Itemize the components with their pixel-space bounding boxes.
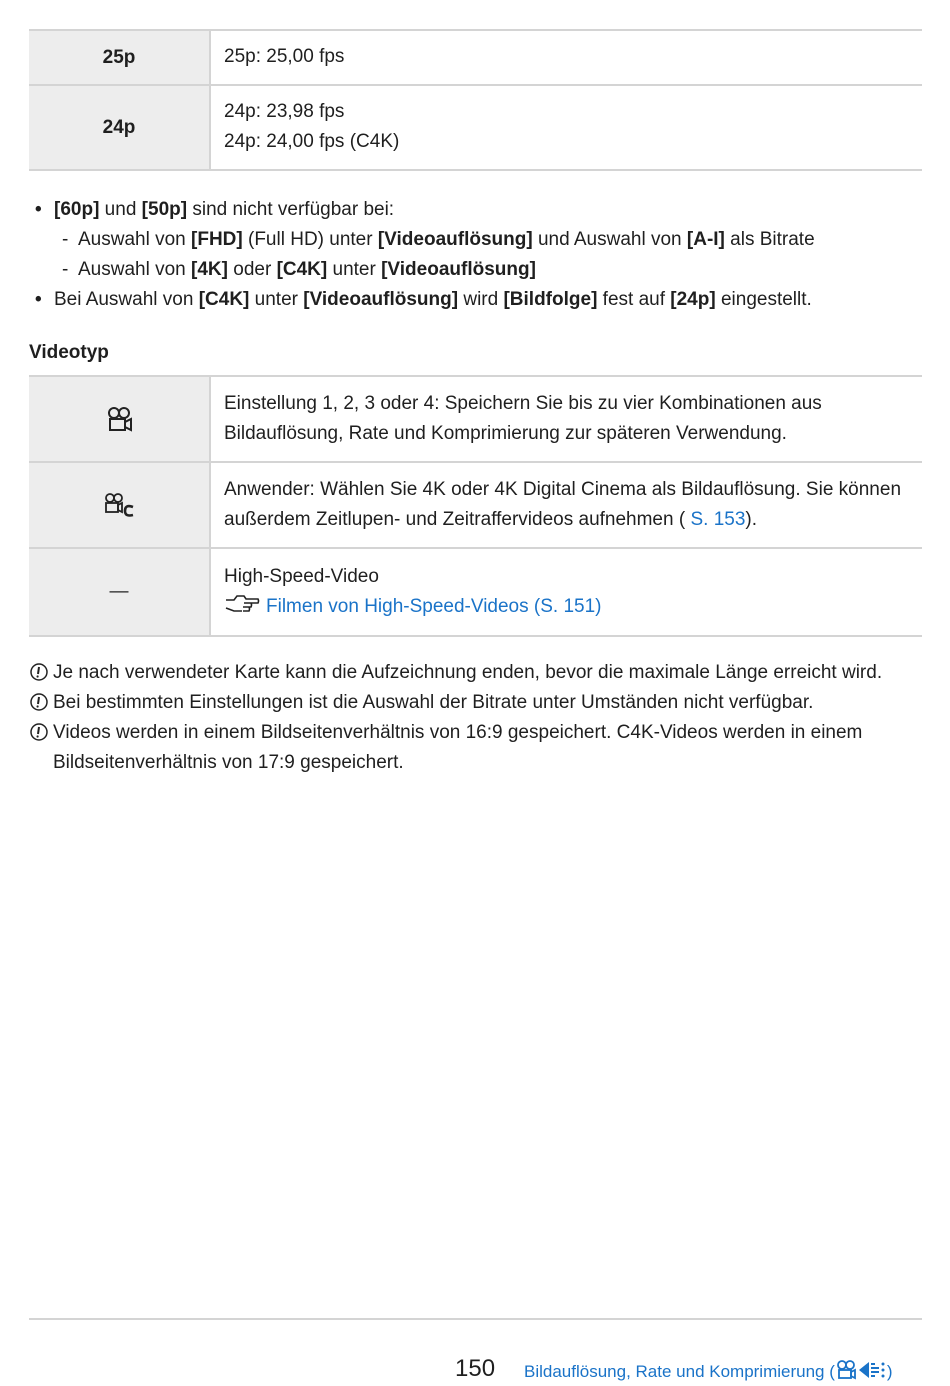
text: und — [99, 199, 142, 220]
movie-camera-icon — [835, 1360, 857, 1380]
movie-camera-c-icon — [103, 492, 135, 518]
value-line: Einstellung 1, 2, 3 oder 4: Speichern Sie bis zu vier Kombinationen aus — [224, 392, 822, 414]
resolution-icon — [857, 1360, 887, 1380]
menu-option: [60p] — [54, 199, 100, 220]
note-text: Je nach verwendeter Karte kann die Aufzeichnung enden, bevor die maximale Länge erreicht wird. — [53, 662, 883, 683]
notes-list — [29, 658, 922, 778]
value-line: 25p: 25,00 fps — [224, 46, 345, 67]
menu-option: [C4K] — [276, 259, 328, 280]
text: eingestellt. — [715, 289, 812, 310]
list-item — [29, 195, 922, 225]
value-line: High-Speed-Video — [224, 565, 379, 587]
row-value — [210, 548, 922, 636]
value-line: 24p: 23,98 fps — [224, 101, 345, 122]
pointing-hand-icon — [224, 594, 260, 614]
text: Auswahl von — [78, 229, 192, 250]
list-item — [29, 255, 922, 285]
section-title: Videotyp — [29, 342, 109, 363]
text: sind nicht verfügbar bei: — [187, 199, 395, 220]
table-row — [29, 85, 922, 170]
videotype-table — [29, 375, 922, 637]
menu-option: [24p] — [670, 289, 716, 310]
text: fest auf — [597, 289, 671, 310]
text: außerdem Zeitlupen- und Zeitraffervideos aufnehmen ( — [224, 508, 686, 530]
menu-option: [4K] — [191, 259, 228, 280]
footer-title-text: Bildauflösung, Rate und Komprimierung ( — [524, 1362, 835, 1381]
bullet-list — [29, 195, 922, 315]
caution-icon — [30, 693, 48, 711]
row-key — [29, 462, 210, 548]
list-item — [29, 688, 922, 718]
value-line: Bildauflösung, Rate und Komprimierung zur späteren Verwendung. — [224, 422, 787, 444]
text: und Auswahl von — [532, 229, 687, 250]
menu-option: [FHD] — [191, 229, 243, 250]
note-text: Bei bestimmten Einstellungen ist die Auswahl der Bitrate unter Umständen nicht verfügbar. — [53, 692, 814, 713]
dash-icon: - — [62, 229, 69, 250]
menu-option: [Videoauflösung] — [381, 259, 536, 280]
footer-divider — [29, 1318, 922, 1320]
row-value — [210, 462, 922, 548]
text: Auswahl von — [78, 259, 192, 280]
value-line — [224, 505, 910, 535]
row-key — [29, 376, 210, 462]
page-link[interactable]: Filmen von High-Speed-Videos (S. 151) — [266, 595, 602, 617]
table-row — [29, 462, 922, 548]
list-item — [29, 718, 922, 778]
text: wird — [458, 289, 504, 310]
list-item — [29, 658, 922, 688]
note-text: Videos werden in einem Bildseitenverhältnis von 16:9 gespeichert. C4K-Videos werden in einem Bildseitenverhältnis von 17:9 gespeichert. — [53, 722, 863, 773]
row-value — [210, 85, 922, 170]
list-item — [29, 285, 922, 315]
menu-option: [Bildfolge] — [503, 289, 598, 310]
menu-option: [A-I] — [686, 229, 725, 250]
row-value — [210, 30, 922, 85]
menu-option: [Videoauflösung] — [303, 289, 459, 310]
text: Bei Auswahl von — [54, 289, 199, 310]
text: oder — [227, 259, 277, 280]
value-line — [224, 592, 910, 622]
text: als Bitrate — [724, 229, 815, 250]
text: (Full HD) unter — [242, 229, 378, 250]
row-key: 24p — [29, 85, 210, 170]
row-key: — — [29, 548, 210, 636]
footer-chapter-link[interactable] — [524, 1359, 893, 1385]
menu-option: [50p] — [141, 199, 188, 220]
text: ). — [745, 508, 758, 530]
table-row — [29, 376, 922, 462]
text: unter — [327, 259, 382, 280]
caution-icon — [30, 723, 48, 741]
table-row — [29, 30, 922, 85]
value-line: Anwender: Wählen Sie 4K oder 4K Digital Cinema als Bildauflösung. Sie können — [224, 478, 902, 500]
table-row — [29, 548, 922, 636]
page-link[interactable]: S. 153 — [685, 508, 746, 530]
row-value — [210, 376, 922, 462]
row-key: 25p — [29, 30, 210, 85]
footer-title-text: ) — [886, 1362, 893, 1381]
caution-icon — [30, 663, 48, 681]
framerate-table — [29, 29, 922, 171]
text: unter — [249, 289, 304, 310]
dash-icon: - — [62, 259, 69, 280]
bullet-icon: • — [35, 289, 42, 310]
bullet-icon: • — [35, 199, 42, 220]
page-number: 150 — [455, 1355, 496, 1382]
menu-option: [C4K] — [198, 289, 250, 310]
movie-camera-icon — [105, 406, 133, 432]
list-item — [29, 225, 922, 255]
menu-option: [Videoauflösung] — [377, 229, 533, 250]
value-line: 24p: 24,00 fps (C4K) — [224, 131, 400, 152]
